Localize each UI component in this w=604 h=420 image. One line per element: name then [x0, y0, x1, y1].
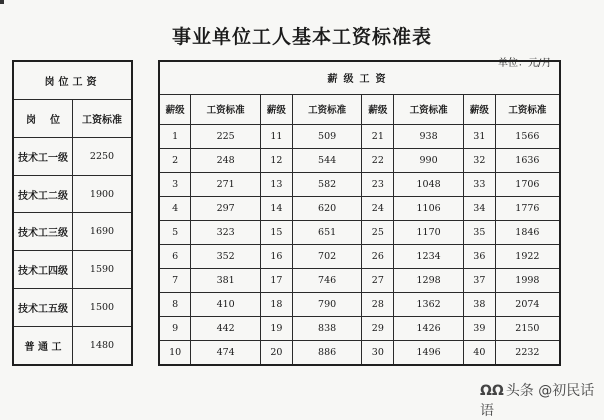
- post-wage-cell: 1690: [73, 213, 133, 251]
- wage-col-header: 工资标准: [73, 100, 133, 138]
- grade-cell: 17: [260, 268, 292, 292]
- grade-cell: 8: [159, 292, 191, 316]
- standard-cell: 1636: [495, 148, 560, 172]
- post-table-row: [13, 138, 132, 176]
- standard-cell: 544: [292, 148, 362, 172]
- post-table-row: [13, 251, 132, 289]
- standard-cell: 2074: [495, 292, 560, 316]
- watermark: [480, 380, 604, 420]
- grade-cell: 31: [463, 124, 495, 148]
- grade-cell: 14: [260, 196, 292, 220]
- standard-cell: 702: [292, 244, 362, 268]
- standard-cell: 1846: [495, 220, 560, 244]
- grade-cell: 13: [260, 172, 292, 196]
- page-title: 事业单位工人基本工资标准表: [171, 26, 432, 48]
- standard-cell: 442: [191, 316, 261, 340]
- post-name-cell: 技术工五级: [13, 288, 73, 326]
- unit-label: 单位：元/月: [498, 58, 552, 69]
- standard-col-header: 工资标准: [292, 94, 362, 124]
- standard-cell: 938: [394, 124, 464, 148]
- standard-cell: 1922: [495, 244, 560, 268]
- grade-cell: 5: [159, 220, 191, 244]
- grade-cell: 22: [362, 148, 394, 172]
- standard-cell: 886: [292, 340, 362, 365]
- grade-cell: 19: [260, 316, 292, 340]
- grade-col-header: 薪级: [463, 94, 495, 124]
- grade-cell: 2: [159, 148, 191, 172]
- grade-cell: 35: [463, 220, 495, 244]
- standard-cell: 352: [191, 244, 261, 268]
- standard-cell: 1706: [495, 172, 560, 196]
- salary-table-row: [159, 292, 560, 316]
- salary-table-row: [159, 316, 560, 340]
- standard-cell: 225: [191, 124, 261, 148]
- standard-cell: 1362: [394, 292, 464, 316]
- post-table-col-header-row: [13, 100, 132, 138]
- grade-cell: 1: [159, 124, 191, 148]
- salary-grade-table: [158, 60, 561, 366]
- standard-cell: 651: [292, 220, 362, 244]
- salary-table-row: [159, 220, 560, 244]
- grade-cell: 28: [362, 292, 394, 316]
- standard-cell: 990: [394, 148, 464, 172]
- grade-cell: 24: [362, 196, 394, 220]
- post-table-row: [13, 175, 132, 213]
- standard-cell: 620: [292, 196, 362, 220]
- scan-edge-mark: [0, 0, 4, 4]
- salary-table-header: 薪级工资: [159, 61, 560, 94]
- salary-table-row: [159, 148, 560, 172]
- grade-cell: 29: [362, 316, 394, 340]
- grade-col-header: 薪级: [159, 94, 191, 124]
- salary-table-header-row: [159, 61, 560, 94]
- grade-cell: 23: [362, 172, 394, 196]
- standard-cell: 2232: [495, 340, 560, 365]
- post-wage-cell: 2250: [73, 138, 133, 176]
- post-wage-cell: 1480: [73, 326, 133, 365]
- standard-cell: 1048: [394, 172, 464, 196]
- standard-cell: 746: [292, 268, 362, 292]
- salary-table-row: [159, 196, 560, 220]
- grade-cell: 38: [463, 292, 495, 316]
- post-wage-cell: 1500: [73, 288, 133, 326]
- salary-table-row: [159, 172, 560, 196]
- standard-cell: 838: [292, 316, 362, 340]
- post-table-row: [13, 213, 132, 251]
- post-name-cell: 技术工三级: [13, 213, 73, 251]
- post-table-header: 岗位工资: [13, 61, 132, 100]
- post-wage-cell: 1590: [73, 251, 133, 289]
- grade-cell: 11: [260, 124, 292, 148]
- standard-cell: 271: [191, 172, 261, 196]
- standard-cell: 410: [191, 292, 261, 316]
- watermark-logo-icon: ΩΩ: [480, 383, 504, 399]
- grade-cell: 25: [362, 220, 394, 244]
- grade-cell: 15: [260, 220, 292, 244]
- grade-cell: 7: [159, 268, 191, 292]
- standard-cell: 1234: [394, 244, 464, 268]
- post-name-cell: 技术工一级: [13, 138, 73, 176]
- post-wage-table: [12, 60, 133, 366]
- salary-table-col-header-row: [159, 94, 560, 124]
- grade-cell: 34: [463, 196, 495, 220]
- standard-cell: 1776: [495, 196, 560, 220]
- standard-cell: 790: [292, 292, 362, 316]
- post-table-row: [13, 288, 132, 326]
- standard-cell: 248: [191, 148, 261, 172]
- grade-cell: 26: [362, 244, 394, 268]
- grade-cell: 32: [463, 148, 495, 172]
- grade-cell: 3: [159, 172, 191, 196]
- grade-cell: 21: [362, 124, 394, 148]
- salary-table-row: [159, 124, 560, 148]
- grade-cell: 10: [159, 340, 191, 365]
- standard-cell: 1566: [495, 124, 560, 148]
- standard-col-header: 工资标准: [495, 94, 560, 124]
- standard-cell: 1106: [394, 196, 464, 220]
- standard-cell: 297: [191, 196, 261, 220]
- grade-cell: 4: [159, 196, 191, 220]
- grade-cell: 9: [159, 316, 191, 340]
- grade-col-header: 薪级: [362, 94, 394, 124]
- grade-cell: 39: [463, 316, 495, 340]
- post-name-cell: 技术工二级: [13, 175, 73, 213]
- standard-cell: 1496: [394, 340, 464, 365]
- watermark-text: 头条 @初民话语: [480, 383, 595, 419]
- standard-cell: 582: [292, 172, 362, 196]
- grade-cell: 27: [362, 268, 394, 292]
- grade-cell: 18: [260, 292, 292, 316]
- standard-cell: 1426: [394, 316, 464, 340]
- post-table-row: [13, 326, 132, 365]
- grade-cell: 33: [463, 172, 495, 196]
- standard-cell: 1170: [394, 220, 464, 244]
- standard-cell: 509: [292, 124, 362, 148]
- grade-cell: 6: [159, 244, 191, 268]
- standard-cell: 1998: [495, 268, 560, 292]
- standard-cell: 474: [191, 340, 261, 365]
- grade-cell: 40: [463, 340, 495, 365]
- post-wage-cell: 1900: [73, 175, 133, 213]
- salary-table-row: [159, 268, 560, 292]
- standard-col-header: 工资标准: [394, 94, 464, 124]
- standard-cell: 323: [191, 220, 261, 244]
- grade-cell: 16: [260, 244, 292, 268]
- post-name-cell: 技术工四级: [13, 251, 73, 289]
- grade-cell: 36: [463, 244, 495, 268]
- post-table-header-row: [13, 61, 132, 100]
- post-name-cell: 普 通 工: [13, 326, 73, 365]
- grade-cell: 37: [463, 268, 495, 292]
- grade-cell: 30: [362, 340, 394, 365]
- grade-cell: 20: [260, 340, 292, 365]
- post-col-header: 岗 位: [13, 100, 73, 138]
- standard-cell: 2150: [495, 316, 560, 340]
- grade-cell: 12: [260, 148, 292, 172]
- grade-col-header: 薪级: [260, 94, 292, 124]
- standard-col-header: 工资标准: [191, 94, 261, 124]
- salary-table-row: [159, 244, 560, 268]
- salary-table-row: [159, 340, 560, 365]
- standard-cell: 381: [191, 268, 261, 292]
- standard-cell: 1298: [394, 268, 464, 292]
